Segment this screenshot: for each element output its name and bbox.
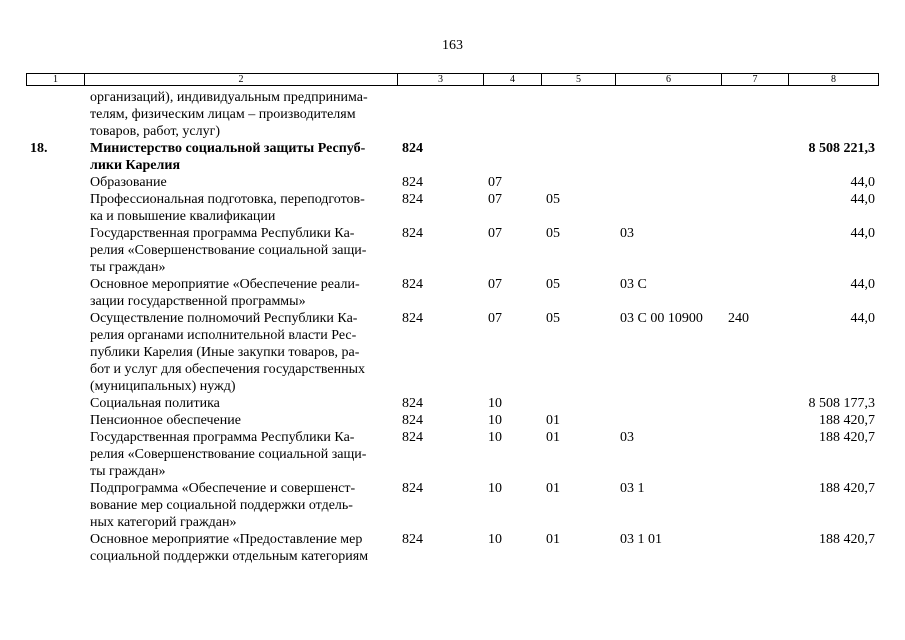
- row-number: 18.: [30, 141, 48, 156]
- cell-subsection: 05: [546, 226, 560, 241]
- row-name-line: Основное мероприятие «Обеспечение реали-: [90, 277, 360, 292]
- cell-subsection: 01: [546, 532, 560, 547]
- row-name-line: бот и услуг для обеспечения государственных: [90, 362, 365, 377]
- row-name-line: (муниципальных) нужд): [90, 379, 236, 394]
- header-col-4: 4: [484, 74, 542, 85]
- table-row: [26, 395, 879, 412]
- row-name-line: Подпрограмма «Обеспечение и совершенст-: [90, 481, 356, 496]
- table-row: [26, 191, 879, 225]
- cell-subsection: 01: [546, 430, 560, 445]
- table-row: [26, 412, 879, 429]
- table-row: [26, 89, 879, 140]
- row-name-line: Социальная политика: [90, 396, 220, 411]
- cell-ministry-code: 824: [402, 396, 423, 411]
- cell-ministry-code: 824: [402, 430, 423, 445]
- row-name: [90, 395, 390, 412]
- row-name: [90, 429, 390, 480]
- row-name-line: Образование: [90, 175, 167, 190]
- row-name-line: Осуществление полномочий Республики Ка-: [90, 311, 358, 326]
- row-name: [90, 140, 390, 174]
- cell-section: 07: [488, 226, 502, 241]
- cell-amount: 44,0: [850, 226, 875, 241]
- row-name-line: Государственная программа Республики Ка-: [90, 226, 355, 241]
- table-row: [26, 140, 879, 174]
- row-name: [90, 480, 390, 531]
- table-header-row: [26, 73, 879, 86]
- header-col-6: 6: [616, 74, 722, 85]
- cell-amount: 188 420,7: [819, 413, 875, 428]
- row-name-line: релия органами исполнительной власти Рес-: [90, 328, 357, 343]
- cell-target-article: 03 С 00 10900: [620, 311, 703, 326]
- cell-target-article: 03 1 01: [620, 532, 662, 547]
- row-name-line: Профессиональная подготовка, переподготов-: [90, 192, 365, 207]
- row-name: [90, 174, 390, 191]
- table-row: [26, 429, 879, 480]
- row-name: [90, 412, 390, 429]
- cell-amount: 8 508 177,3: [808, 396, 875, 411]
- table-row: [26, 310, 879, 395]
- cell-subsection: 01: [546, 481, 560, 496]
- row-name-line: ты граждан»: [90, 464, 166, 479]
- cell-section: 07: [488, 277, 502, 292]
- header-col-5: 5: [542, 74, 616, 85]
- row-name-line: лики Карелия: [90, 158, 181, 173]
- cell-ministry-code: 824: [402, 277, 423, 292]
- row-name-line: Министерство социальной защиты Респуб-: [90, 141, 366, 156]
- cell-ministry-code: 824: [402, 141, 423, 156]
- cell-section: 10: [488, 430, 502, 445]
- row-name-line: Государственная программа Республики Ка-: [90, 430, 355, 445]
- cell-section: 07: [488, 192, 502, 207]
- cell-section: 10: [488, 413, 502, 428]
- row-name-line: релия «Совершенствование социальной защи-: [90, 447, 367, 462]
- row-name-line: социальной поддержки отдельным категориям: [90, 549, 369, 564]
- row-name-line: Основное мероприятие «Предоставление мер: [90, 532, 363, 547]
- cell-expense-type: 240: [728, 311, 749, 326]
- header-col-8: 8: [831, 74, 836, 85]
- cell-amount: 188 420,7: [819, 430, 875, 445]
- table-body: [26, 89, 879, 565]
- cell-target-article: 03: [620, 226, 634, 241]
- cell-section: 10: [488, 481, 502, 496]
- row-name: [90, 531, 390, 565]
- row-name-line: Пенсионное обеспечение: [90, 413, 241, 428]
- cell-subsection: 05: [546, 311, 560, 326]
- cell-ministry-code: 824: [402, 413, 423, 428]
- row-name-line: товаров, работ, услуг): [90, 124, 221, 139]
- row-name: [90, 89, 390, 140]
- row-name: [90, 276, 390, 310]
- cell-target-article: 03 С: [620, 277, 647, 292]
- cell-amount: 44,0: [850, 192, 875, 207]
- cell-section: 10: [488, 532, 502, 547]
- row-name-line: телям, физическим лицам – производителям: [90, 107, 356, 122]
- table-row: [26, 276, 879, 310]
- table-row: [26, 531, 879, 565]
- cell-section: 07: [488, 175, 502, 190]
- header-col-3: 3: [398, 74, 484, 85]
- cell-amount: 44,0: [850, 277, 875, 292]
- cell-target-article: 03: [620, 430, 634, 445]
- row-name-line: организаций), индивидуальным предпринима-: [90, 90, 368, 105]
- cell-amount: 44,0: [850, 311, 875, 326]
- cell-ministry-code: 824: [402, 532, 423, 547]
- row-name-line: зации государственной программы»: [90, 294, 306, 309]
- cell-section: 10: [488, 396, 502, 411]
- table-row: [26, 480, 879, 531]
- row-name-line: ных категорий граждан»: [90, 515, 237, 530]
- header-col-1: 1: [27, 74, 85, 85]
- row-name: [90, 225, 390, 276]
- cell-target-article: 03 1: [620, 481, 645, 496]
- row-name-line: публики Карелия (Иные закупки товаров, ра-: [90, 345, 360, 360]
- cell-ministry-code: 824: [402, 226, 423, 241]
- cell-amount: 44,0: [850, 175, 875, 190]
- cell-amount: 188 420,7: [819, 481, 875, 496]
- cell-subsection: 05: [546, 277, 560, 292]
- cell-amount: 188 420,7: [819, 532, 875, 547]
- row-name-line: вование мер социальной поддержки отдель-: [90, 498, 353, 513]
- cell-amount: 8 508 221,3: [808, 141, 875, 156]
- cell-ministry-code: 824: [402, 175, 423, 190]
- page-number: 163: [442, 38, 463, 53]
- cell-ministry-code: 824: [402, 192, 423, 207]
- table-row: [26, 174, 879, 191]
- cell-ministry-code: 824: [402, 311, 423, 326]
- row-name-line: релия «Совершенствование социальной защи-: [90, 243, 367, 258]
- table-row: [26, 225, 879, 276]
- row-name-line: ты граждан»: [90, 260, 166, 275]
- cell-subsection: 01: [546, 413, 560, 428]
- row-name-line: ка и повышение квалификации: [90, 209, 276, 224]
- cell-subsection: 05: [546, 192, 560, 207]
- header-col-7: 7: [722, 74, 789, 85]
- row-name: [90, 191, 390, 225]
- cell-ministry-code: 824: [402, 481, 423, 496]
- header-col-2: 2: [85, 74, 398, 85]
- cell-section: 07: [488, 311, 502, 326]
- row-name: [90, 310, 390, 395]
